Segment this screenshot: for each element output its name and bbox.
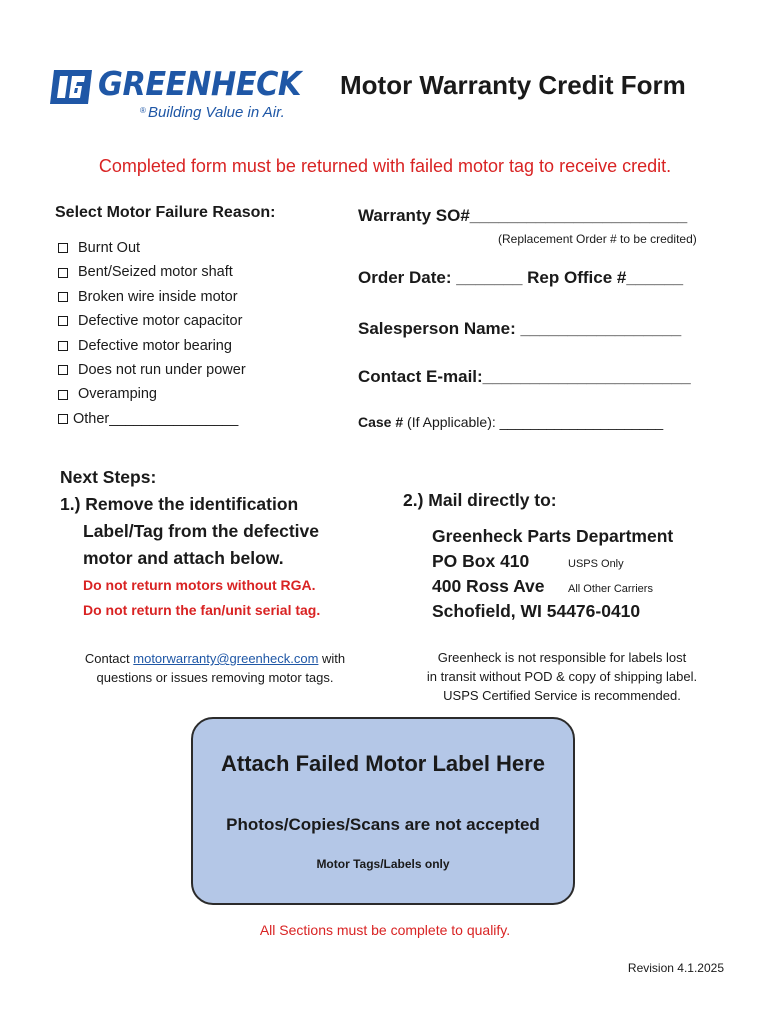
contact-email-field[interactable]: Contact E-mail:______________________ <box>358 367 691 386</box>
reason-label: Bent/Seized motor shaft <box>78 264 233 281</box>
disclaimer-line: USPS Certified Service is recommended. <box>443 688 681 703</box>
reason-defective-capacitor[interactable] <box>58 309 246 333</box>
contact-help-text <box>60 649 370 687</box>
order-date-rep-office-field[interactable]: Order Date: _______ Rep Office #______ <box>358 268 684 287</box>
reason-overamping[interactable] <box>58 382 246 406</box>
step1-line1: 1.) Remove the identification <box>60 494 299 514</box>
checkbox[interactable] <box>58 243 68 253</box>
checkbox[interactable] <box>58 292 68 302</box>
reason-bent-shaft[interactable] <box>58 260 246 284</box>
warning-serial-tag: Do not return the fan/unit serial tag. <box>83 602 321 618</box>
reason-label: Broken wire inside motor <box>78 288 238 305</box>
reason-broken-wire[interactable] <box>58 285 246 309</box>
attach-label-note: Motor Tags/Labels only <box>316 857 450 871</box>
reason-label: Other________________ <box>73 410 239 427</box>
reason-label: Defective motor bearing <box>78 337 232 354</box>
checkbox[interactable] <box>58 268 68 278</box>
contact-line2: questions or issues removing motor tags. <box>96 670 334 685</box>
step1-line3: motor and attach below. <box>83 548 284 568</box>
logo-wordmark: GREENHECK <box>98 64 302 103</box>
case-rest: (If Applicable): _____________________ <box>403 414 664 430</box>
mail-street: 400 Ross Ave <box>432 576 545 596</box>
attach-label-title: Attach Failed Motor Label Here <box>221 751 545 776</box>
next-steps-heading: Next Steps: <box>60 467 157 487</box>
checkbox[interactable] <box>58 390 68 400</box>
form-title: Motor Warranty Credit Form <box>340 70 686 100</box>
checkbox[interactable] <box>58 341 68 351</box>
failure-reason-list <box>58 236 246 431</box>
po-box-note: USPS Only <box>568 558 624 570</box>
revision-label: Revision 4.1.2025 <box>627 961 724 975</box>
mail-heading: 2.) Mail directly to: <box>403 490 557 510</box>
warning-no-rga: Do not return motors without RGA. <box>83 577 316 593</box>
reason-label: Defective motor capacitor <box>78 313 243 330</box>
reason-burnt-out[interactable] <box>58 236 246 260</box>
disclaimer-line: in transit without POD & copy of shipping label. <box>426 669 698 684</box>
reason-label: Overamping <box>78 386 157 403</box>
return-notice: Completed form must be returned with failed motor tag to receive credit. <box>98 156 672 176</box>
case-number-field[interactable] <box>358 414 663 430</box>
case-label: Case # <box>358 414 404 430</box>
reason-label: Burnt Out <box>78 240 141 256</box>
logo-registered-mark: ® <box>140 106 146 115</box>
reason-other[interactable] <box>58 407 246 431</box>
attach-label-box <box>191 717 575 905</box>
greenheck-logo-icon <box>48 66 94 108</box>
mail-city: Schofield, WI 54476-0410 <box>432 601 641 621</box>
reason-label: Does not run under power <box>78 361 246 378</box>
logo-tagline: Building Value in Air. <box>148 104 285 121</box>
warranty-so-note: (Replacement Order # to be credited) <box>498 232 697 246</box>
checkbox[interactable] <box>58 316 68 326</box>
salesperson-name-field[interactable]: Salesperson Name: _________________ <box>358 319 682 338</box>
checkbox[interactable] <box>58 365 68 375</box>
mail-name: Greenheck Parts Department <box>432 526 674 546</box>
street-note: All Other Carriers <box>568 583 653 595</box>
qualification-note: All Sections must be complete to qualify. <box>259 922 511 938</box>
contact-suffix: with <box>318 651 346 666</box>
mail-disclaimer <box>402 648 722 705</box>
reason-no-run-power[interactable] <box>58 358 246 382</box>
disclaimer-line: Greenheck is not responsible for labels lost <box>437 650 687 665</box>
step1-line2: Label/Tag from the defective <box>83 521 319 541</box>
warranty-so-field[interactable]: Warranty SO#_______________________ <box>358 206 688 225</box>
checkbox[interactable] <box>58 414 68 424</box>
greenheck-logo <box>48 64 302 122</box>
motor-warranty-email-link[interactable]: motorwarranty@greenheck.com <box>133 651 319 666</box>
attach-label-subtitle: Photos/Copies/Scans are not accepted <box>226 815 540 834</box>
reason-defective-bearing[interactable] <box>58 334 246 358</box>
contact-prefix: Contact <box>84 651 134 666</box>
mail-po-box: PO Box 410 <box>432 551 530 571</box>
failure-reason-heading: Select Motor Failure Reason: <box>55 204 276 221</box>
